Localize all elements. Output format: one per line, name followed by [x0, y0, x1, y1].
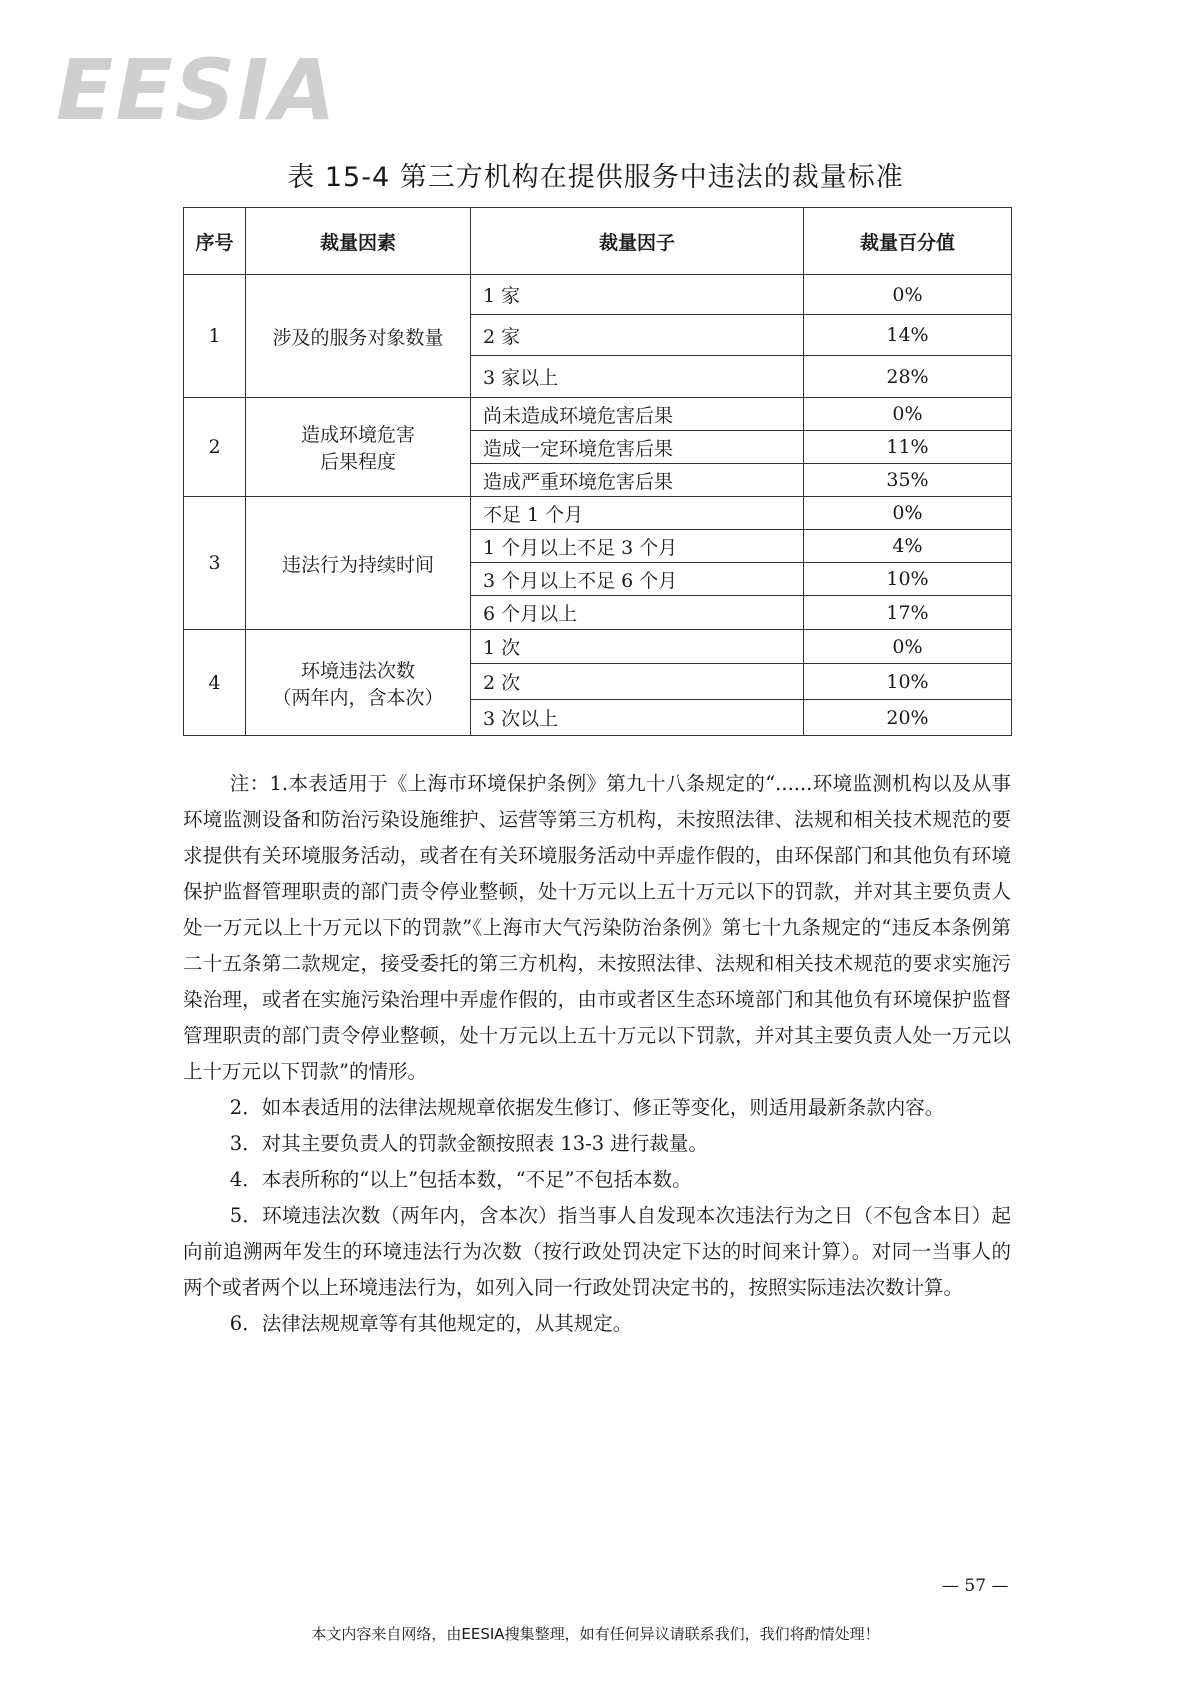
percent-cell: 20%: [804, 700, 1012, 736]
percent-cell: 11%: [804, 431, 1012, 464]
sub-factor-cell: 1 次: [471, 630, 804, 664]
sub-factor-cell: 尚未造成环境危害后果: [471, 398, 804, 431]
note-3: 3．对其主要负责人的罚款金额按照表 13-3 进行裁量。: [229, 1132, 708, 1155]
percent-cell: 0%: [804, 398, 1012, 431]
page-number: — 57 —: [942, 1576, 1009, 1596]
percent-cell: 4%: [804, 530, 1012, 563]
sub-factor-cell: 3 次以上: [471, 700, 804, 736]
table-row: [184, 497, 1012, 530]
percent-cell: 0%: [804, 630, 1012, 664]
percent-cell: 0%: [804, 275, 1012, 315]
sub-factor-cell: 造成一定环境危害后果: [471, 431, 804, 464]
sub-factor-cell: 3 家以上: [471, 356, 804, 398]
row-number: 3: [184, 497, 246, 630]
sub-factor-cell: 1 个月以上不足 3 个月: [471, 530, 804, 563]
percent-cell: 35%: [804, 464, 1012, 497]
factor-cell: 违法行为持续时间: [246, 497, 471, 630]
sub-factor-cell: 2 家: [471, 315, 804, 356]
sub-factor-cell: 3 个月以上不足 6 个月: [471, 563, 804, 596]
factor-cell: 造成环境危害 后果程度: [246, 398, 471, 497]
table-notes: [183, 766, 1011, 1342]
table-row: [184, 275, 1012, 315]
header-factor: 裁量因素: [246, 208, 471, 275]
table-title: 表 15-4 第三方机构在提供服务中违法的裁量标准: [287, 162, 904, 193]
percent-cell: 10%: [804, 664, 1012, 700]
row-number: 1: [184, 275, 246, 398]
sub-factor-cell: 2 次: [471, 664, 804, 700]
percent-cell: 10%: [804, 563, 1012, 596]
note-4: 4．本表所称的“以上”包括本数，“不足”不包括本数。: [229, 1168, 692, 1191]
table-row: [184, 398, 1012, 431]
table-header-row: [184, 208, 1012, 275]
factor-cell: 环境违法次数 （两年内，含本次）: [246, 630, 471, 736]
header-no: 序号: [184, 208, 246, 275]
note-5: 5．环境违法次数（两年内，含本次）指当事人自发现本次违法行为之日（不包含本日）起向前追溯两年发生的环境违法行为次数（按行政处罚决定下达的时间来计算）。对同一当事人的两个或者两个以上环境违法行为，如列入同一行政处罚决定书的，按照实际违法次数计算。: [183, 1204, 1011, 1299]
sub-factor-cell: 不足 1 个月: [471, 497, 804, 530]
sub-factor-cell: 6 个月以上: [471, 596, 804, 630]
sub-factor-cell: 造成严重环境危害后果: [471, 464, 804, 497]
percent-cell: 17%: [804, 596, 1012, 630]
sub-factor-cell: 1 家: [471, 275, 804, 315]
note-1: 注：1.本表适用于《上海市环境保护条例》第九十八条规定的“......环境监测机构以及从事环境监测设备和防治污染设施维护、运营等第三方机构，未按照法律、法规和相关技术规范的要求提供有关环境服务活动，或者在有关环境服务活动中弄虚作假的，由环保部门和其他负有环境保护监督管理职责的部门责令停业整顿，处十万元以上五十万元以下的罚款，并对其主要负责人处一万元以上十万元以下的罚款”《上海市大气污染防治条例》第七十九条规定的“违反本条例第二十五条第二款规定，接受委托的第三方机构，未按照法律、法规和相关技术规范的要求实施污染治理，或者在实施污染治理中弄虚作假的，由市或者区生态环境部门和其他负有环境保护监督管理职责的部门责令停业整顿，处十万元以上五十万元以下罚款，并对其主要负责人处一万元以上十万元以下罚款”的情形。: [183, 772, 1011, 1083]
row-number: 4: [184, 630, 246, 736]
percent-cell: 0%: [804, 497, 1012, 530]
percent-cell: 14%: [804, 315, 1012, 356]
note-6: 6．法律法规规章等有其他规定的，从其规定。: [229, 1312, 633, 1335]
factor-cell: 涉及的服务对象数量: [246, 275, 471, 398]
table-row: [184, 630, 1012, 664]
percent-cell: 28%: [804, 356, 1012, 398]
note-2: 2．如本表适用的法律法规规章依据发生修订、修正等变化，则适用最新条款内容。: [229, 1096, 945, 1119]
row-number: 2: [184, 398, 246, 497]
discretion-table: [183, 207, 1012, 736]
eesia-logo: EESIA: [56, 41, 338, 139]
header-percent: 裁量百分值: [804, 208, 1012, 275]
header-sub-factor: 裁量因子: [471, 208, 804, 275]
footer-disclaimer: 本文内容来自网络，由EESIA搜集整理，如有任何异议请联系我们，我们将酌情处理！: [311, 1625, 880, 1643]
